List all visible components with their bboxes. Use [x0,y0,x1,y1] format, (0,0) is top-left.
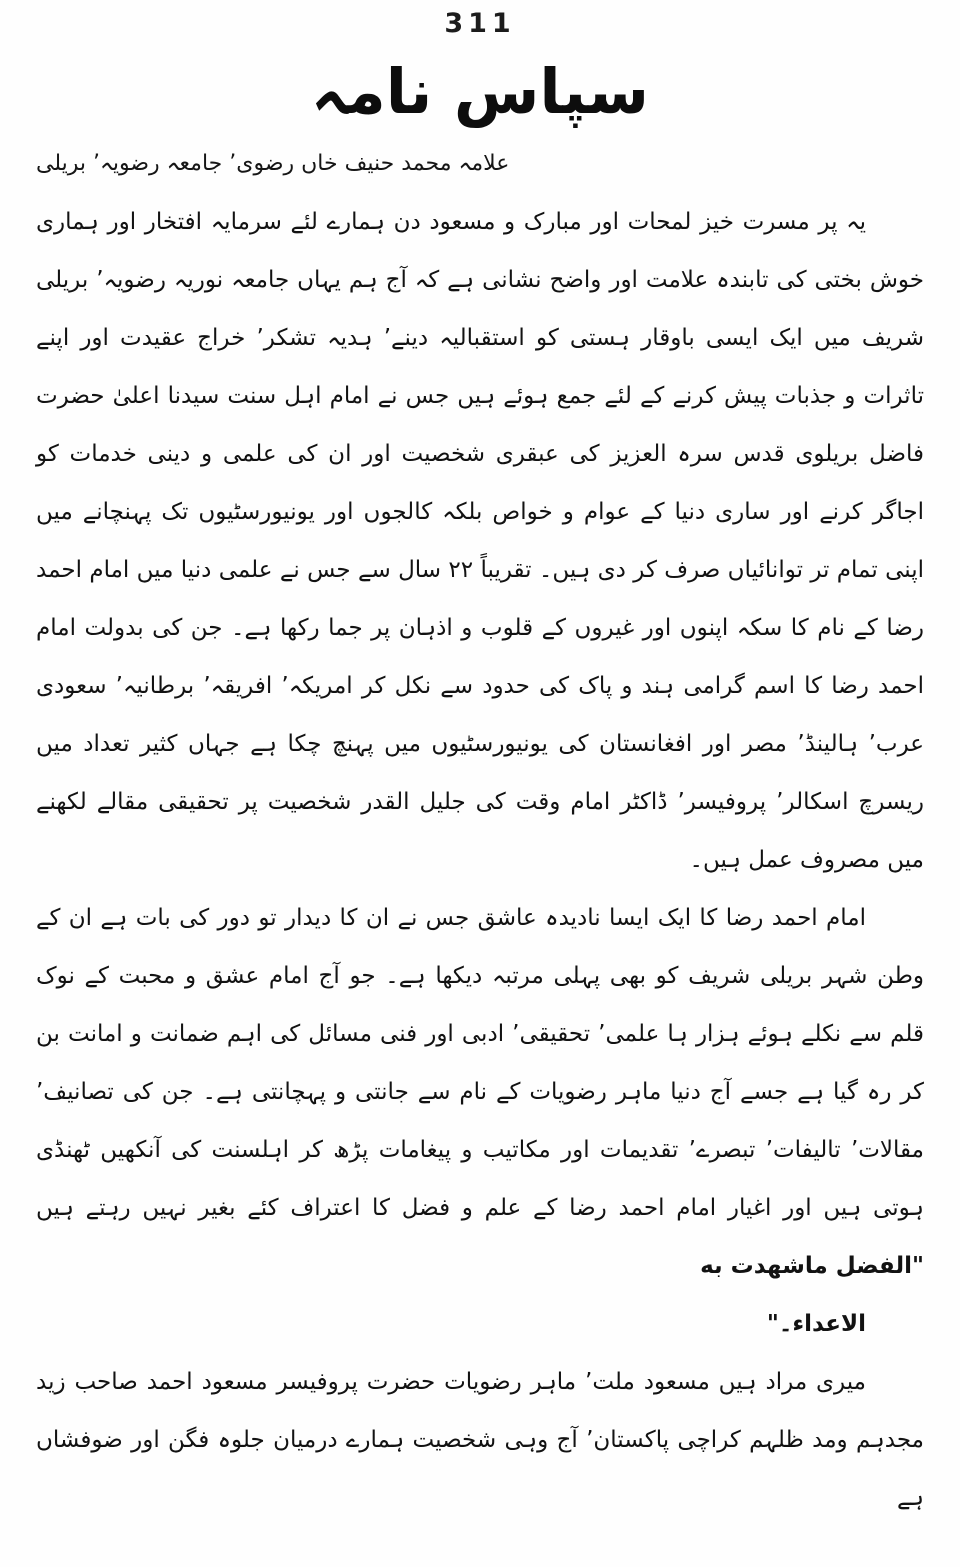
paragraph-2-text: امام احمد رضا کا ایک ایسا نادیدہ عاشق جس نے ان کا دیدار تو دور کی بات ہے ان کے وطن شہر بریلی شریف کو بھی پہلی مرتبہ دیکھا ہے۔ جو آج امام عشق و محبت کے نوک قلم سے نکلے ہوئے ہزار ہا علمی’ تحقیقی’ ادبی اور فنی مسائل کی اہم ضمانت و امانت بن کر رہ گیا ہے جسے آج دنیا ماہر رضویات کے نام سے جانتی و پہچانتی ہے۔ جن کی تصانیف’ مقالات’ تالیفات’ تبصرے’ تقدیمات اور مکاتیب و پیغامات پڑھ کر اہلسنت کی آنکھیں ٹھنڈی ہوتی ہیں اور اغیار امام احمد رضا کے علم و فضل کا اعتراف کئے بغیر نہیں رہتے ہیں [36,904,924,1221]
arabic-quote-continuation: الاعداء۔" [766,1310,866,1337]
paragraph-3: میری مراد ہیں مسعود ملت’ ماہر رضویات حضرت پروفیسر مسعود احمد صاحب زید مجدہم ومد ظلہم کراچی پاکستان’ آج وہی شخصیت ہمارے درمیان جلوہ فگن اور ضوفشاں ہے [36,1368,924,1511]
arabic-quote: "الفضل ماشهدت به [700,1252,924,1279]
body-text [36,193,924,1527]
page-title: سپاس نامہ [311,55,649,128]
paragraph-2 [36,889,924,1295]
paragraph-1: یہ پر مسرت خیز لمحات اور مبارک و مسعود دن ہمارے لئے سرمایہ افتخار اور ہماری خوش بختی کی تابندہ علامت اور واضح نشانی ہے کہ آج ہم یہاں جامعہ نوریہ رضویہ’ بریلی شریف میں ایک ایسی باوقار ہستی کو استقبالیہ دینے’ ہدیہ تشکر’ خراج عقیدت اور اپنے تاثرات و جذبات پیش کرنے کے لئے جمع ہوئے ہیں جس نے امام اہل سنت سیدنا اعلیٰ حضرت فاضل بریلوی قدس سرہ العزیز کی عبقری شخصیت اور ان کی علمی و دینی خدمات کو اجاگر کرنے اور ساری دنیا کے عوام و خواص بلکہ کالجوں اور یونیورسٹیوں تک پہنچانے میں اپنی تمام تر توانائیاں صرف کر دی ہیں۔ تقریباً ۲۲ سال سے جس نے علمی دنیا میں امام احمد رضا کے نام کا سکہ اپنوں اور غیروں کے قلوب و اذہان پر جما رکھا ہے۔ جن کی بدولت امام احمد رضا کا اسم گرامی ہند و پاک کی حدود سے نکل کر امریکہ’ افریقہ’ برطانیہ’ سعودی عرب’ ہالینڈ’ مصر اور افغانستان کی یونیورسٹیوں میں پہنچ چکا ہے جہاں کثیر تعداد میں ریسرچ اسکالر’ پروفیسر’ ڈاکٹر امام وقت کی جلیل القدر شخصیت پر تحقیقی مقالے لکھنے میں مصروف عمل ہیں۔ [36,208,924,873]
page-number: 311 [444,8,516,39]
author-byline: علامہ محمد حنیف خاں رضوی’ جامعہ رضویہ’ بریلی [36,150,510,176]
